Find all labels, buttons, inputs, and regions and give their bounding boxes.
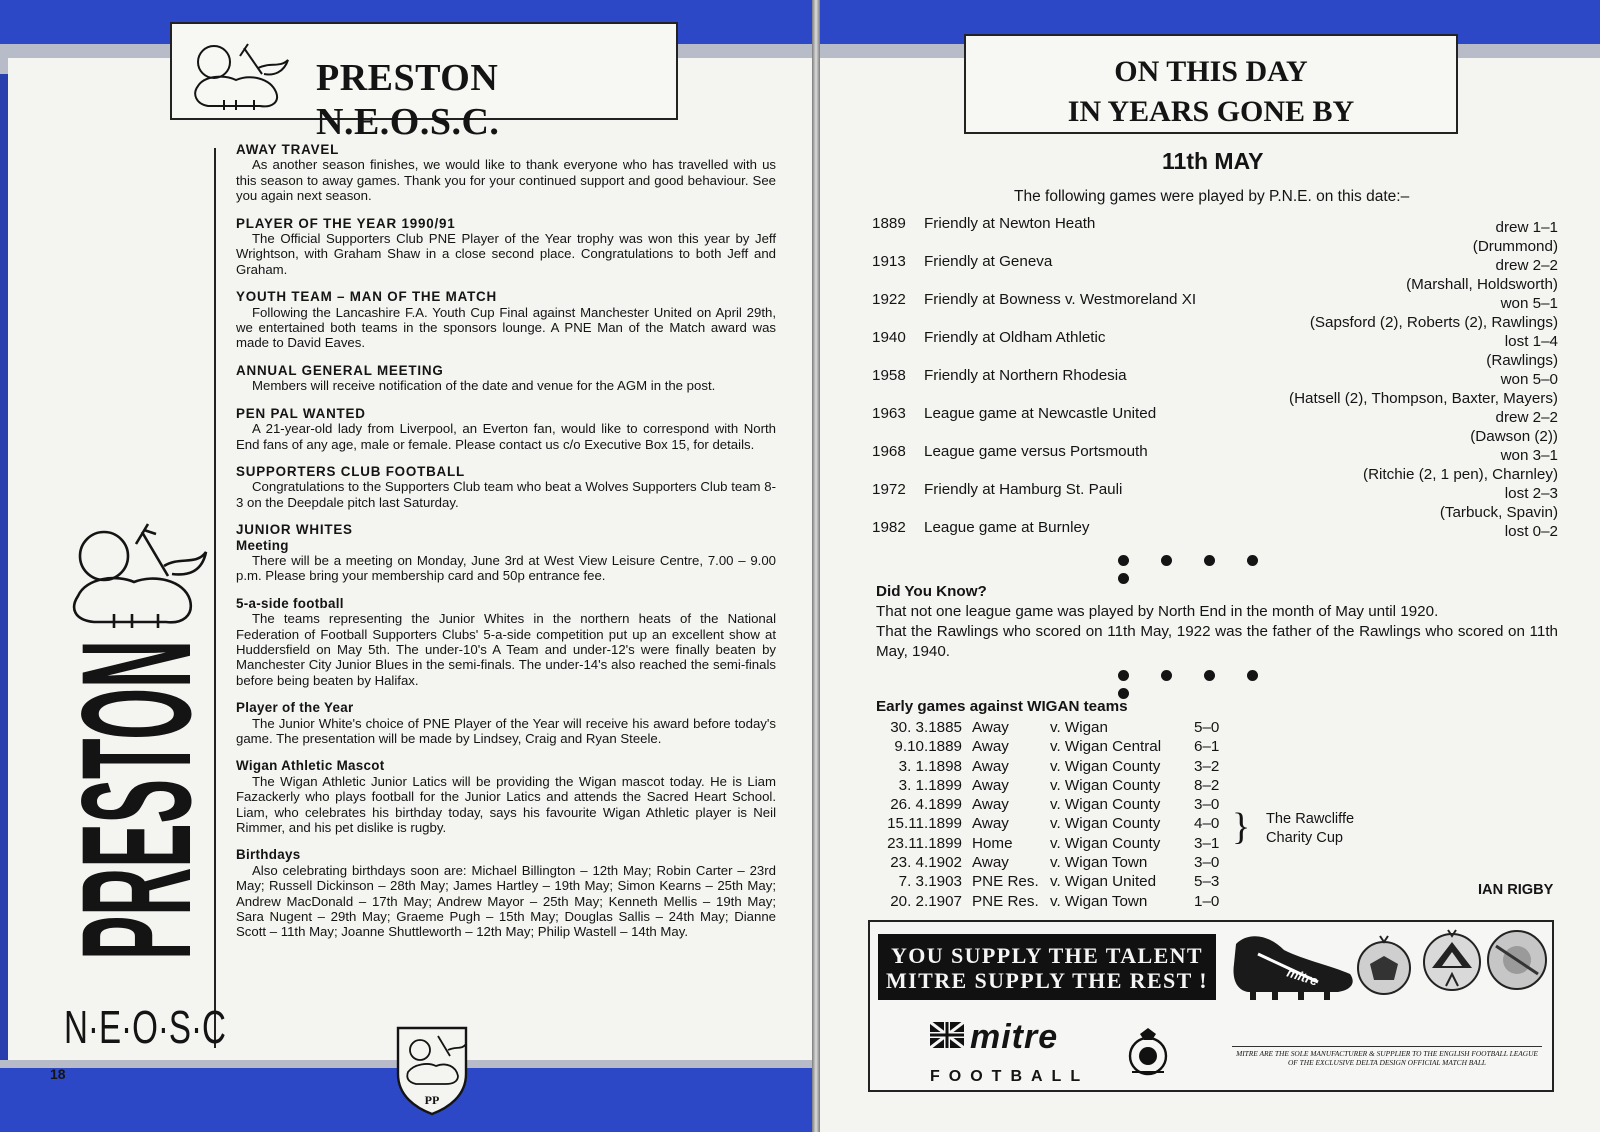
game-row — [872, 362, 1558, 407]
did-you-know-line: That the Rawlings who scored on 11th May, 1922 was the father of the Rawlings who scored on 11th May, 1940. — [876, 623, 1558, 660]
wigan-date: 23. 4.1902 — [890, 854, 962, 872]
wigan-row — [876, 815, 1220, 834]
wigan-score: 3–0 — [1194, 854, 1220, 872]
section-heading: JUNIOR WHITES — [236, 522, 353, 538]
intro-text: The following games were played by P.N.E. on this date:– — [1014, 188, 1410, 205]
game-desc: League game versus Portsmouth — [924, 443, 1148, 460]
wigan-row — [876, 892, 1220, 912]
game-scorers: (Tarbuck, Spavin) — [1439, 504, 1558, 521]
cup-brace: } — [1232, 806, 1251, 848]
game-desc: Friendly at Bowness v. Westmoreland XI — [924, 291, 1197, 308]
game-year: 1968 — [872, 443, 906, 460]
mitre-football: FOOTBALL — [930, 1068, 1090, 1085]
wigan-row — [876, 776, 1220, 796]
title-line-2: IN YEARS GONE BY — [1067, 95, 1355, 128]
wigan-date: 23.11.1899 — [887, 834, 962, 852]
subsection-heading: 5-a-side football — [236, 595, 344, 611]
game-result: lost 0–2 — [1504, 523, 1558, 540]
wigan-venue: PNE Res. — [972, 873, 1039, 891]
section-body: As another season finishes, we would like to thank everyone who has travelled with us this season to away games. Thank you for your continued support and good behaviour. See you again next season. — [236, 157, 776, 204]
wigan-row — [876, 873, 1220, 892]
union-flag-icon — [930, 1022, 964, 1048]
wigan-score: 3–2 — [1194, 757, 1220, 775]
wigan-venue: Away — [972, 757, 1009, 775]
section-junior-whites — [236, 522, 776, 940]
bullet-dot — [1118, 555, 1129, 566]
game-year: 1889 — [872, 215, 906, 232]
wigan-games — [876, 698, 1220, 912]
wigan-row — [876, 719, 1220, 738]
cup-label — [1266, 810, 1354, 848]
game-result: won 3–1 — [1500, 447, 1558, 464]
section-heading: YOUTH TEAM – MAN OF THE MATCH — [236, 289, 497, 305]
on-this-day-title-box — [964, 34, 1458, 134]
wigan-date: 9.10.1889 — [894, 738, 962, 756]
wigan-date: 20. 2.1907 — [890, 892, 962, 910]
wigan-score: 3–1 — [1194, 834, 1220, 852]
boot-brand-text: mitre — [1285, 964, 1320, 989]
shield-text: PP — [424, 1093, 440, 1107]
game-row — [872, 514, 1558, 552]
subsection-birthdays — [236, 847, 776, 939]
club-shield-icon — [394, 1024, 470, 1116]
wigan-opponent: v. Wigan Town — [1050, 854, 1148, 872]
wigan-row — [876, 854, 1220, 873]
club-title-box — [170, 22, 678, 143]
game-desc: League game at Newcastle United — [924, 405, 1157, 422]
wigan-row — [876, 796, 1220, 815]
game-result: won 5–0 — [1500, 371, 1558, 388]
subsection-wigan-mascot — [236, 758, 776, 835]
game-row — [872, 438, 1558, 483]
ad-slogan-line: MITRE SUPPLY THE REST ! — [886, 968, 1208, 993]
wigan-heading: Early games against WIGAN teams — [876, 698, 1128, 715]
wigan-opponent: v. Wigan — [1050, 719, 1108, 736]
subsection-player-of-year — [236, 700, 776, 746]
ad-slogan-line: YOU SUPPLY THE TALENT — [890, 943, 1204, 968]
game-desc: Friendly at Geneva — [924, 253, 1053, 270]
wigan-score: 1–0 — [1194, 892, 1220, 910]
wigan-row — [876, 738, 1220, 757]
game-desc: Friendly at Northern Rhodesia — [924, 367, 1127, 384]
cup-label-line: Charity Cup — [1266, 830, 1344, 846]
spine — [812, 0, 820, 1132]
subsection-meeting — [236, 538, 776, 584]
section-heading: SUPPORTERS CLUB FOOTBALL — [236, 463, 465, 479]
lamb-emblem-icon — [60, 520, 210, 630]
title-line-1: ON THIS DAY — [1114, 55, 1308, 88]
subsection-heading: Player of the Year — [236, 700, 354, 716]
game-desc: Friendly at Hamburg St. Pauli — [924, 481, 1123, 498]
game-result: lost 1–4 — [1504, 333, 1558, 350]
club-title: PRESTON N.E.O.S.C. — [316, 57, 500, 143]
game-scorers: (Drummond) — [1472, 238, 1558, 255]
game-result: lost 2–3 — [1504, 485, 1558, 502]
date-heading: 11th MAY — [1162, 148, 1264, 174]
section-body: Members will receive notification of the date and venue for the AGM in the post. — [252, 378, 716, 394]
bullet-dot — [1247, 670, 1258, 681]
game-desc: Friendly at Oldham Athletic — [924, 329, 1106, 346]
wigan-opponent: v. Wigan County — [1050, 776, 1161, 794]
wigan-score: 3–0 — [1194, 796, 1220, 814]
match-ball-icon — [1422, 928, 1482, 994]
section-body: A 21-year-old lady from Liverpool, an Everton fan, would like to correspond with North End fans of any age, male or female. Please contact us c/o Executive Box 15, for details. — [236, 421, 776, 452]
subsection-body: There will be a meeting on Monday, June 3rd at West View Leisure Centre, 7.00 – 9.00 p.m. Please bring your membership card and 50p entrance fee. — [236, 552, 776, 584]
wigan-date: 15.11.1899 — [887, 815, 962, 833]
subsection-heading: Birthdays — [236, 847, 301, 863]
section-youth-team — [236, 289, 776, 351]
preston-vertical-wordmark — [66, 640, 198, 960]
game-year: 1972 — [872, 481, 906, 498]
subsection-body: The teams representing the Junior Whites in the northern heats of the National Federation of Football Supporters Clubs' 5-a-side competition put up an excellent show at Huddersfield on May 5th. The under-10's A Team and under-12's were finally beaten by Manchester City Junior Blues in the semi-finals. The under-14's also reached the semi-finals before being beaten by Halifax. — [236, 611, 776, 688]
bullet-dot — [1161, 670, 1172, 681]
dot-divider — [1118, 553, 1318, 573]
game-year: 1940 — [872, 329, 906, 346]
game-scorers: (Rawlings) — [1486, 352, 1558, 369]
game-scorers: (Dawson (2)) — [1470, 428, 1558, 445]
game-year: 1963 — [872, 405, 906, 422]
wigan-opponent: v. Wigan County — [1050, 796, 1161, 814]
section-pen-pal — [236, 406, 776, 452]
section-supporters-football — [236, 464, 776, 510]
wigan-date: 7. 3.1903 — [898, 873, 962, 891]
games-list — [872, 210, 1558, 552]
bullet-dot — [1247, 555, 1258, 566]
neosc-mark: N·E·O·S·C — [64, 1001, 226, 1053]
game-row — [872, 210, 1558, 255]
mitre-brand: mitre — [970, 1018, 1059, 1056]
preston-vertical-text — [50, 640, 224, 960]
wigan-venue: Away — [972, 719, 1009, 736]
game-year: 1922 — [872, 291, 906, 308]
bullet-dot — [1118, 670, 1129, 681]
wigan-venue: Away — [972, 776, 1009, 794]
game-row — [872, 476, 1558, 521]
section-heading: PLAYER OF THE YEAR 1990/91 — [236, 215, 456, 231]
dot-divider — [1118, 668, 1318, 688]
did-you-know-heading: Did You Know? — [876, 583, 987, 600]
game-desc: Friendly at Newton Heath — [924, 215, 1096, 232]
subsection-body: The Wigan Athletic Junior Latics will be providing the Wigan mascot today. He is Liam Fazackerly who plays football for the Junior Latics and attends the Sacred Heart School. Liam, who celebrates his birthday today, says his favourite Wigan Athletic player is Neil Rimmer, and his pet dislike is rugby. — [236, 773, 776, 836]
ad-disclaimer-line: OF THE EXCLUSIVE DELTA DESIGN OFFICIAL MATCH BALL — [1287, 1058, 1487, 1067]
game-year: 1913 — [872, 253, 906, 270]
game-scorers: (Ritchie (2, 1 pen), Charnley) — [1363, 466, 1558, 483]
section-body: The Official Supporters Club PNE Player of the Year trophy was won this year by Jeff Wrightson, with Graham Shaw in a close second place. Congratulations to both Jeff and Graham. — [236, 231, 776, 277]
wigan-date: 3. 1.1899 — [898, 776, 962, 794]
game-scorers: (Hatsell (2), Thompson, Baxter, Mayers) — [1289, 390, 1558, 407]
author: IAN RIGBY — [1478, 882, 1554, 898]
wigan-score: 5–3 — [1194, 873, 1220, 891]
subsection-body: Also celebrating birthdays soon are: Michael Billington – 12th May; Robin Carter – 23rd May; Russell Dickinson – 28th May; James Hartley – 19th May; Simon Kearns – 25th May; Andrew MacDonald – 17th May; Andrew Mayor – 25th May; Kenneth Mellis – 19th May; Sara Nugent – 29th May; Graeme Pugh – 15th May; Douglas Sallis – 24th May; Dianne Scott – 11th May; Joanne Shuttleworth – 12th May; Philip Wastell – 14th May. — [236, 862, 776, 940]
wigan-venue: PNE Res. — [972, 892, 1039, 910]
notes-column — [236, 142, 776, 952]
wigan-opponent: v. Wigan County — [1050, 834, 1161, 852]
wigan-row — [876, 757, 1220, 777]
game-scorers: (Marshall, Holdsworth) — [1406, 276, 1558, 293]
wigan-score: 5–0 — [1194, 719, 1220, 736]
bullet-dot — [1161, 555, 1172, 566]
wigan-venue: Away — [972, 738, 1009, 756]
section-heading: PEN PAL WANTED — [236, 405, 366, 421]
match-ball-icon — [1486, 928, 1548, 992]
section-player-of-year — [236, 216, 776, 278]
section-body: Congratulations to the Supporters Club team who beat a Wolves Supporters Club team 8-3 on the Deepdale pitch last Saturday. — [236, 479, 776, 510]
bullet-dot — [1204, 555, 1215, 566]
wigan-venue: Away — [972, 854, 1009, 872]
section-heading: AWAY TRAVEL — [236, 142, 340, 157]
game-result: won 5–1 — [1500, 295, 1558, 312]
subsection-heading: Meeting — [236, 537, 289, 553]
wigan-score: 8–2 — [1194, 776, 1220, 794]
cup-label-line: The Rawcliffe — [1266, 811, 1355, 827]
subsection-heading: Wigan Athletic Mascot — [236, 758, 385, 774]
game-row — [872, 248, 1558, 293]
subsection-5-a-side — [236, 596, 776, 688]
football-boot-icon — [1228, 924, 1358, 1004]
game-year: 1982 — [872, 519, 906, 536]
football-league-crest-icon — [1126, 1026, 1170, 1080]
game-result: drew 1–1 — [1495, 219, 1558, 236]
game-result: drew 2–2 — [1495, 409, 1558, 426]
bullet-dot — [1204, 670, 1215, 681]
ad-disclaimer — [1232, 1046, 1542, 1067]
game-result: drew 2–2 — [1495, 257, 1558, 274]
did-you-know — [876, 582, 1558, 662]
wigan-date: 30. 3.1885 — [890, 719, 962, 736]
wigan-venue: Home — [972, 834, 1013, 852]
wigan-opponent: v. Wigan Town — [1050, 892, 1148, 910]
ad-slogan — [878, 934, 1216, 1000]
wigan-date: 3. 1.1898 — [898, 757, 962, 775]
wigan-score: 4–0 — [1194, 815, 1220, 833]
page-number: 18 — [50, 1066, 66, 1082]
wigan-opponent: v. Wigan United — [1050, 873, 1157, 891]
wigan-opponent: v. Wigan County — [1050, 757, 1161, 775]
wigan-row — [876, 834, 1220, 854]
game-row — [872, 286, 1558, 331]
game-year: 1958 — [872, 367, 906, 384]
wigan-venue: Away — [972, 815, 1009, 833]
section-heading: ANNUAL GENERAL MEETING — [236, 362, 444, 378]
match-ball-icon — [1356, 934, 1412, 996]
wigan-venue: Away — [972, 796, 1009, 814]
wigan-opponent: v. Wigan Central — [1050, 738, 1162, 756]
did-you-know-line: That not one league game was played by North End in the month of May until 1920. — [876, 603, 1439, 620]
section-body: Following the Lancashire F.A. Youth Cup Final against Manchester United on April 29th, we entertained both teams in the sponsors lounge. A PNE Man of the Match award was made to David Eaves. — [236, 304, 776, 351]
game-scorers: (Sapsford (2), Roberts (2), Rawlings) — [1309, 314, 1558, 331]
game-desc: League game at Burnley — [924, 519, 1090, 536]
ad-disclaimer-line: MITRE ARE THE SOLE MANUFACTURER & SUPPLIER TO THE ENGLISH FOOTBALL LEAGUE — [1236, 1049, 1538, 1058]
game-row — [872, 400, 1558, 445]
game-row — [872, 324, 1558, 369]
lamb-logo-icon — [184, 38, 294, 112]
wigan-opponent: v. Wigan County — [1050, 815, 1161, 833]
wigan-score: 6–1 — [1194, 738, 1220, 756]
wigan-date: 26. 4.1899 — [890, 796, 962, 814]
section-agm — [236, 363, 776, 394]
subsection-body: The Junior White's choice of PNE Player of the Year will receive his award before today's game. The presentation will be made by Lindsey, Craig and Ryan Steele. — [236, 715, 776, 746]
mitre-advert — [868, 920, 1554, 1092]
section-away-travel — [236, 142, 776, 204]
